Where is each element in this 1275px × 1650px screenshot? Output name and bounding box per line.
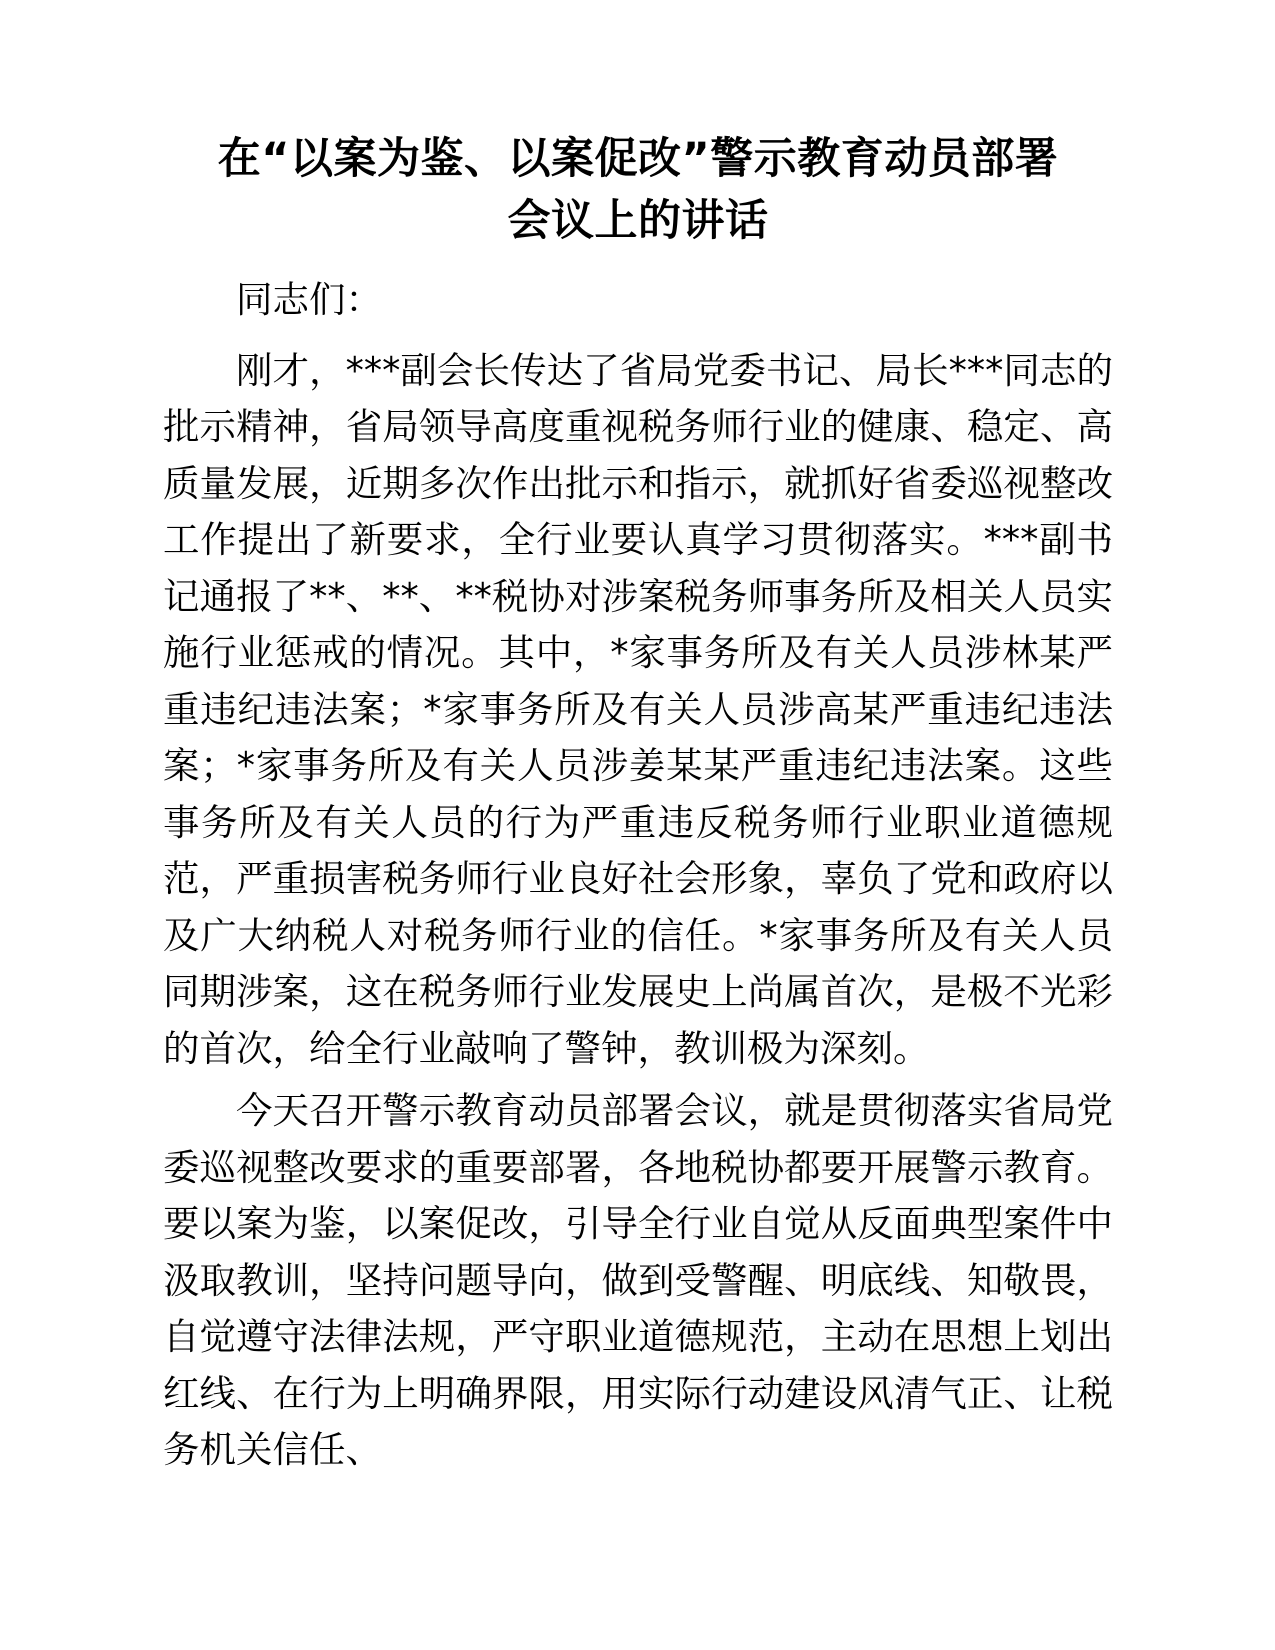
document-body xyxy=(163,128,1113,1485)
paragraph-1: 刚才，***副会长传达了省局党委书记、局长***同志的批示精神，省局领导高度重视税务师行业的健康、稳定、高质量发展，近期多次作出批示和指示，就抓好省委巡视整改工作提出了新要求，全行业要认真学习贯彻落实。***副书记通报了**、**、**税协对涉案税务师事务所及相关人员实施行业惩戒的情况。其中，*家事务所及有关人员涉林某严重违纪违法案；*家事务所及有关人员涉高某严重违纪违法案；*家事务所及有关人员涉姜某某严重违纪违法案。这些事务所及有关人员的行为严重违反税务师行业职业道德规范，严重损害税务师行业良好社会形象，辜负了党和政府以及广大纳税人对税务师行业的信任。*家事务所及有关人员同期涉案，这在税务师行业发展史上尚属首次，是极不光彩的首次，给全行业敲响了警钟，教训极为深刻。 xyxy=(163,348,1113,1070)
page-title xyxy=(163,128,1113,252)
paragraph-2: 今天召开警示教育动员部署会议，就是贯彻落实省局党委巡视整改要求的重要部署，各地税协都要开展警示教育。要以案为鉴，以案促改，引导全行业自觉从反面典型案件中汲取教训，坚持问题导向，做到受警醒、明底线、知敬畏，自觉遵守法律法规，严守职业道德规范，主动在思想上划出红线、在行为上明确界限，用实际行动建设风清气正、让税务机关信任、 xyxy=(163,1089,1113,1471)
salutation: 同志们： xyxy=(236,278,382,321)
title-line-1: 在“以案为鉴、以案促改”警示教育动员部署 xyxy=(217,134,1059,184)
title-line-2: 会议上的讲话 xyxy=(507,196,769,246)
